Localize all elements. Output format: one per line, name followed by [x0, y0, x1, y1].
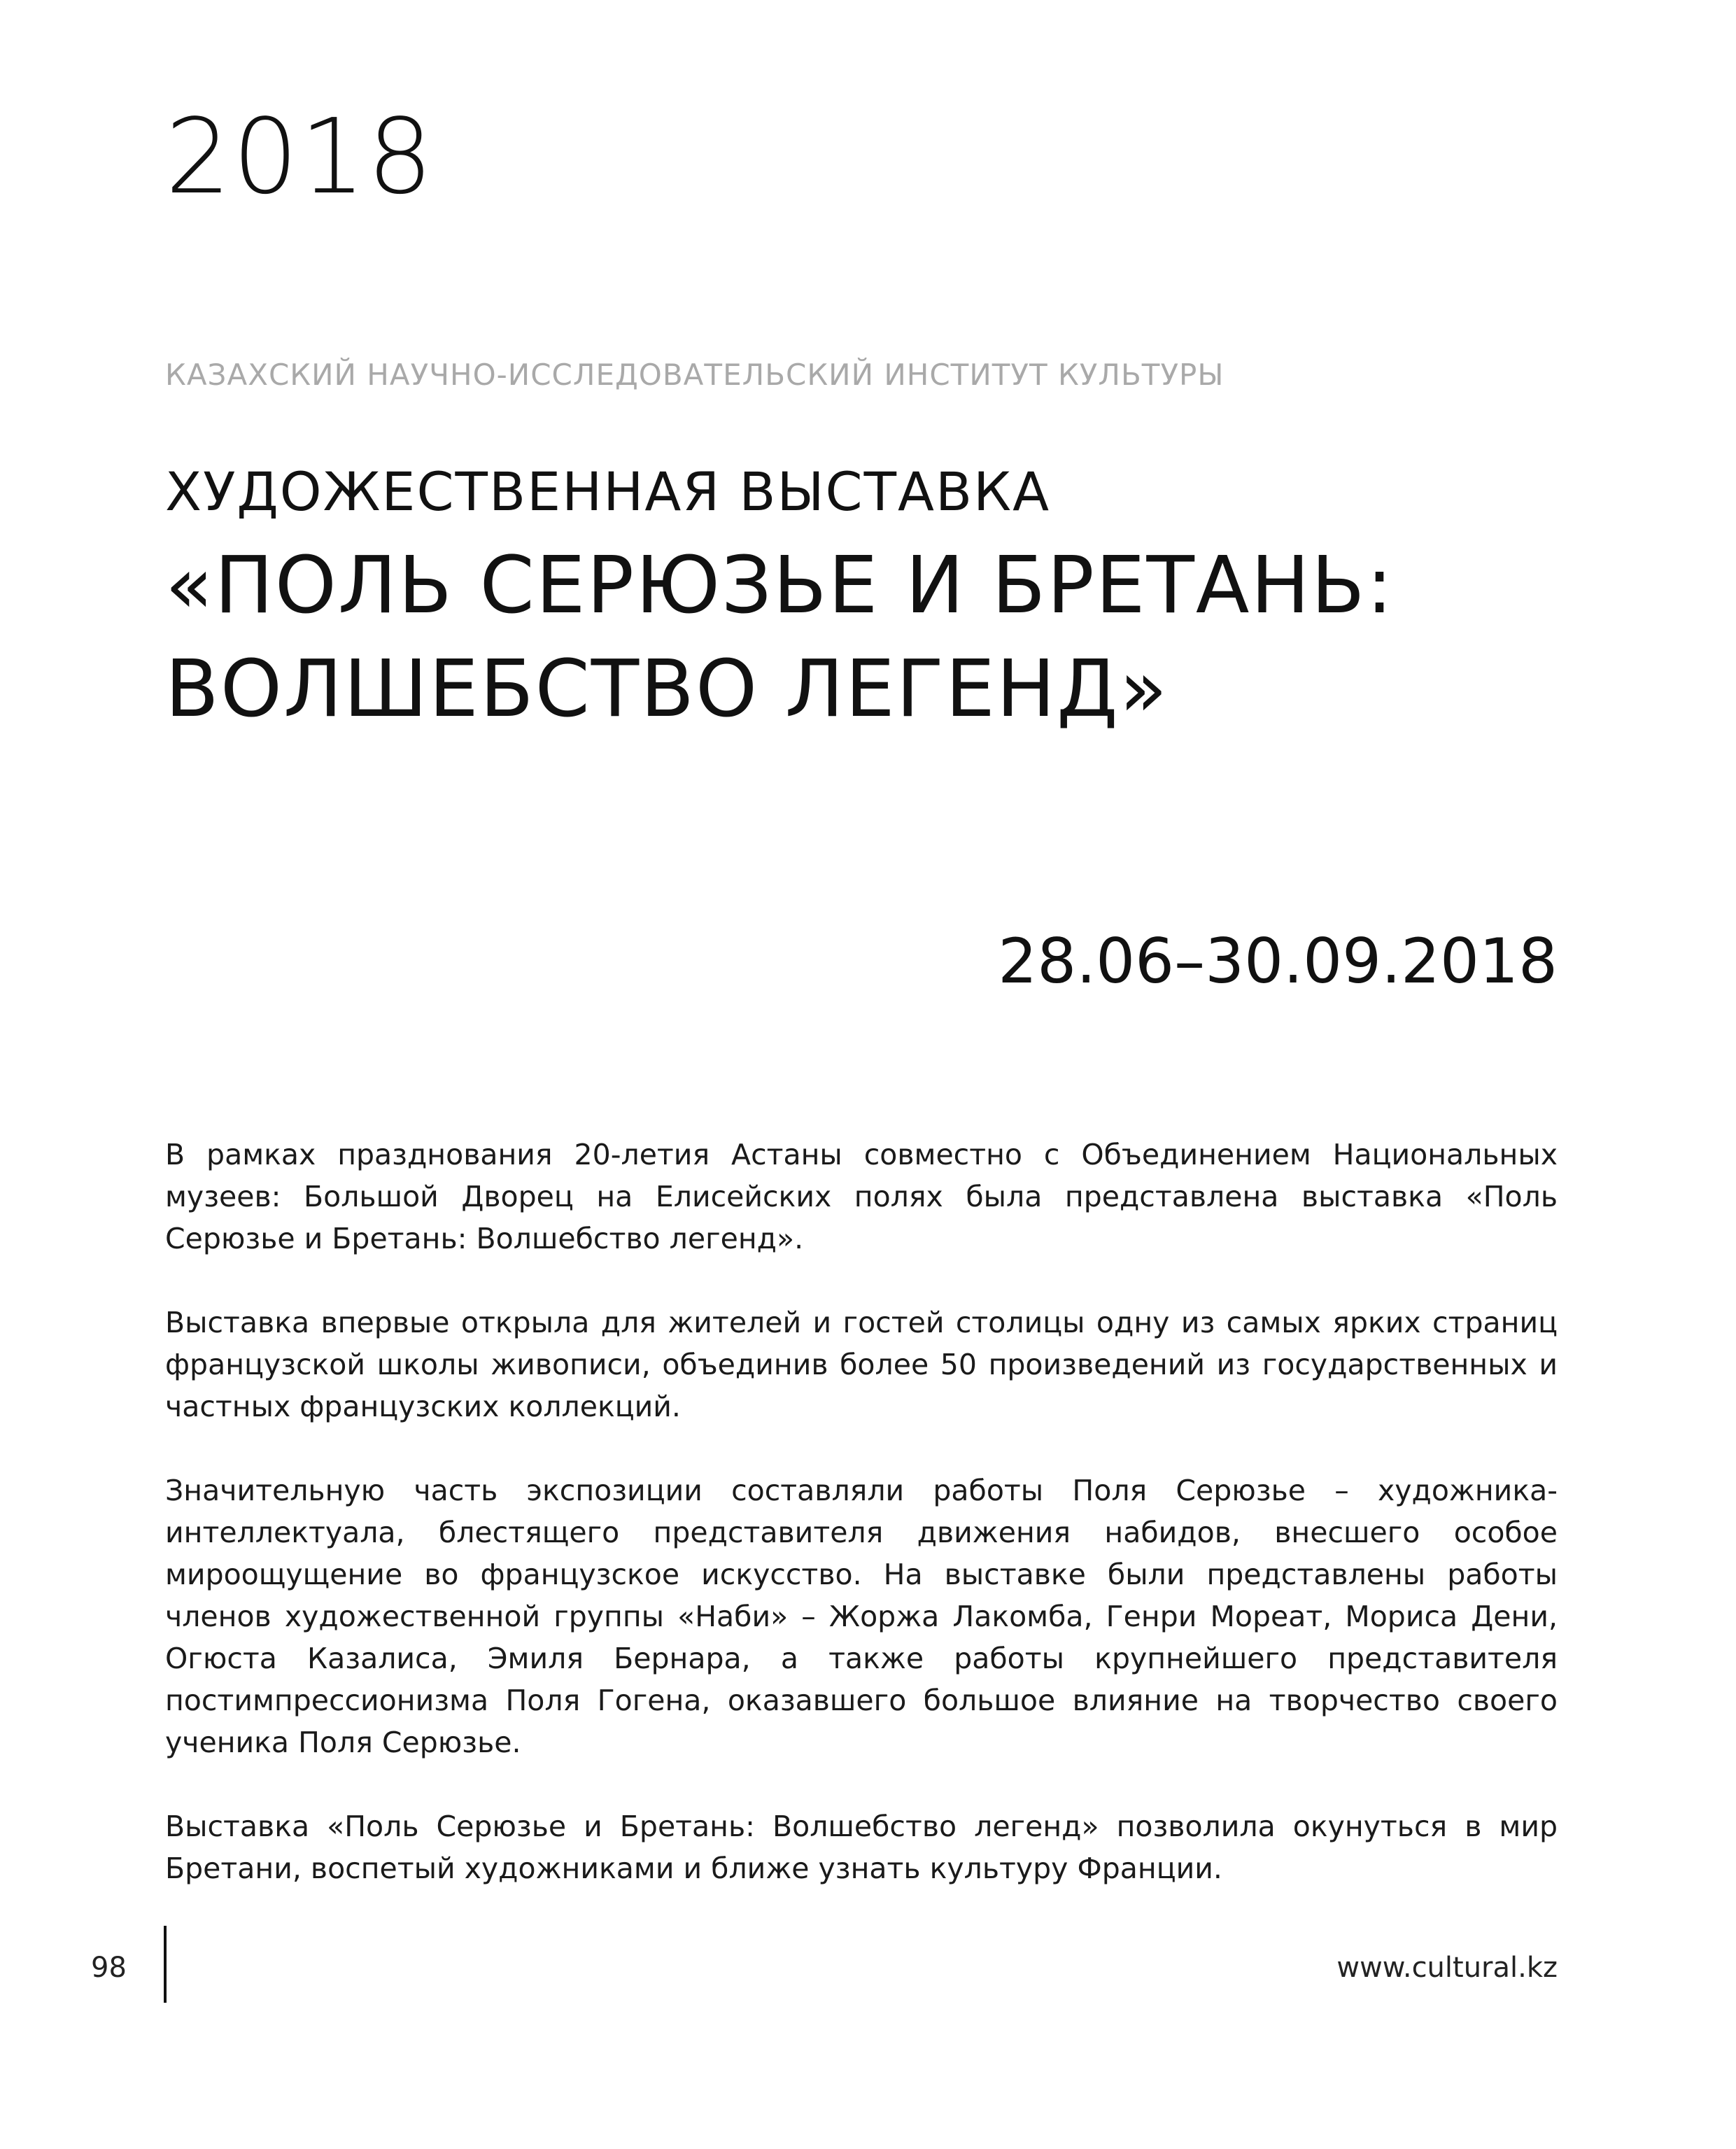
paragraph: Выставка «Поль Серюзье и Бретань: Волшебство легенд» позволила окунуться в мир Бретани, воспетый художниками и ближе узнать культуру Франции. — [165, 1810, 1558, 1885]
institute-name: КАЗАХСКИЙ НАУЧНО-ИССЛЕДОВАТЕЛЬСКИЙ ИНСТИТУТ КУЛЬТУРЫ — [165, 358, 1225, 392]
exhibition-dates: 28.06–30.09.2018 — [998, 925, 1558, 997]
paragraph: В рамках празднования 20-летия Астаны совместно с Объединением Национальных музеев: Большой Дворец на Елисейских полях была представлена выставка «Поль Серюзье и Бретань: Волшебство легенд». — [165, 1138, 1558, 1255]
paragraph: Выставка впервые открыла для жителей и гостей столицы одну из самых ярких страниц французской школы живописи, объединив более 50 произведений из государственных и частных французских коллекций. — [165, 1306, 1558, 1423]
year-heading: 2018 — [165, 97, 435, 217]
article-body — [165, 1134, 1558, 1889]
exhibition-title — [165, 460, 1586, 735]
footer-divider — [164, 1926, 167, 2003]
page-number: 98 — [91, 1952, 127, 1984]
title-line-3: ВОЛШЕБСТВО ЛЕГЕНД» — [165, 644, 1169, 735]
site-url: www.cultural.kz — [1336, 1952, 1558, 1984]
paragraph: Значительную часть экспозиции составляли работы Поля Серюзье – художника-интеллектуала, блестящего представителя движения набидов, внесшего особое мироощущение во французское искусство. На выставке были представлены работы членов художественной группы «Наби» – Жоржа Лакомба, Генри Мореат, Мориса Дени, Огюста Казалиса, Эмиля Бернара, а также работы крупнейшего представителя постимпрессионизма Поля Гогена, оказавшего большое влияние на творчество своего ученика Поля Серюзье. — [165, 1474, 1558, 1759]
title-line-2: «ПОЛЬ СЕРЮЗЬЕ И БРЕТАНЬ: — [165, 540, 1395, 631]
title-line-1: ХУДОЖЕСТВЕННАЯ ВЫСТАВКА — [165, 460, 1051, 523]
